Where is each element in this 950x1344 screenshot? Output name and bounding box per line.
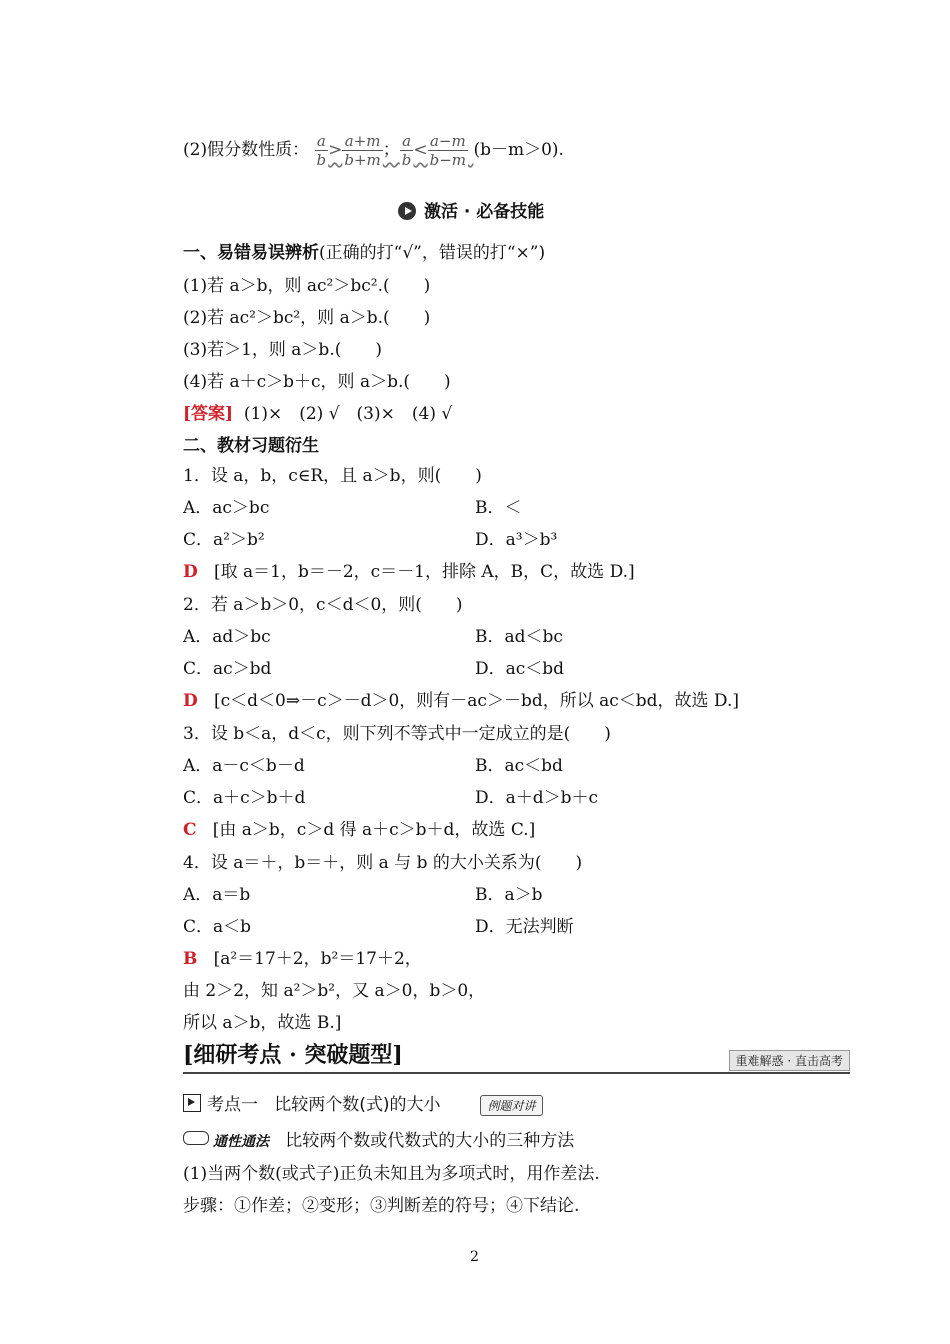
fraction: $\frac{a}{b}$ bbox=[316, 132, 327, 169]
list-item: (4)若 a＋c＞b＋c，则 a＞b.( ) bbox=[183, 372, 451, 392]
part2-heading: 二、教材习题衍生 bbox=[183, 436, 319, 456]
option-c: C．a²＞b² bbox=[183, 530, 265, 550]
method-icon bbox=[183, 1131, 209, 1145]
method-line: (1)当两个数(或式子)正负未知且为多项式时，用作差法. bbox=[183, 1164, 600, 1184]
answer-letter: B bbox=[183, 949, 198, 969]
explanation-line: 所以 a＞b，故选 B.] bbox=[183, 1013, 342, 1033]
fraction: $\frac{a+m}{b+m}$ bbox=[344, 132, 381, 169]
option-d: D．ac＜bd bbox=[475, 659, 565, 679]
play-icon bbox=[398, 202, 416, 220]
property-label: (2)假分数性质： bbox=[183, 140, 310, 160]
option-a: A．a－c＜b－d bbox=[183, 756, 305, 776]
question-stem: 4．设 a＝＋，b＝＋，则 a 与 b 的大小关系为( ) bbox=[183, 853, 583, 873]
answer-explanation: D [c＜d＜0⇒－c＞－d＞0，则有－ac＞－bd，所以 ac＜bd，故选 D.] bbox=[183, 691, 739, 711]
fraction-inequalities: $\frac{a}{b}$ > $\frac{a+m}{b+m}$ ； $\frac{a}{b}$ < $\frac{a-m}{b-m}$ bbox=[316, 132, 467, 169]
option-c: C．a＋c＞b＋d bbox=[183, 788, 306, 808]
fraction: $\frac{a}{b}$ bbox=[401, 132, 412, 169]
question-stem: 3．设 b＜a，d＜c，则下列不等式中一定成立的是( ) bbox=[183, 724, 611, 744]
method-heading: 通性通法 比较两个数或代数式的大小的三种方法 bbox=[183, 1126, 574, 1151]
list-item: (1)若 a＞b，则 ac²＞bc².( ) bbox=[183, 276, 431, 296]
option-c: C．ac＞bd bbox=[183, 659, 272, 679]
fraction-property-line bbox=[183, 132, 564, 169]
option-a: A．a＝b bbox=[183, 885, 251, 905]
option-d: D．无法判断 bbox=[475, 917, 574, 937]
part1-heading: 一、易错易误辨析(正确的打“√”，错误的打“×”) bbox=[183, 243, 546, 263]
option-d: D．a³＞b³ bbox=[475, 530, 558, 550]
option-d: D．a＋d＞b＋c bbox=[475, 788, 599, 808]
banner-tag: 重难解惑 · 直击高考 bbox=[729, 1050, 850, 1071]
option-b: B．a＞b bbox=[475, 885, 543, 905]
example-tag: 例题对讲 bbox=[480, 1095, 542, 1116]
option-b: B．＜ bbox=[475, 498, 522, 518]
topic-heading: 考点一 比较两个数(式)的大小 例题对讲 bbox=[183, 1090, 543, 1116]
answer-label: [答案] bbox=[183, 404, 234, 424]
answer-letter: C bbox=[183, 820, 197, 840]
answer-text: (1)× (2) √ (3)× (4) √ bbox=[243, 404, 453, 424]
answer-line bbox=[183, 399, 452, 424]
condition-text: (b－m＞0). bbox=[473, 140, 564, 160]
page-number: 2 bbox=[470, 1249, 479, 1265]
section-title: 激活 · 必备技能 bbox=[398, 197, 544, 222]
answer-explanation: D [取 a＝1，b＝－2，c＝－1，排除 A，B，C，故选 D.] bbox=[183, 562, 635, 582]
option-a: A．ac＞bc bbox=[183, 498, 270, 518]
banner-title: [细研考点 · 突破题型] bbox=[183, 1042, 403, 1068]
method-line: 步骤：①作差；②变形；③判断差的符号；④下结论. bbox=[183, 1196, 580, 1216]
option-a: A．ad＞bc bbox=[183, 627, 271, 647]
question-stem: 1．设 a，b，c∈R，且 a＞b，则( ) bbox=[183, 466, 482, 486]
option-c: C．a＜b bbox=[183, 917, 252, 937]
fraction: $\frac{a-m}{b-m}$ bbox=[429, 132, 467, 169]
answer-explanation: B [a²＝17＋2，b²＝17＋2， bbox=[183, 949, 422, 969]
list-item: (3)若＞1，则 a＞b.( ) bbox=[183, 340, 382, 360]
explanation-line: 由 2＞2，知 a²＞b²，又 a＞0，b＞0， bbox=[183, 981, 486, 1001]
option-b: B．ac＜bd bbox=[475, 756, 563, 776]
question-stem: 2．若 a＞b＞0，c＜d＜0，则( ) bbox=[183, 595, 463, 615]
list-item: (2)若 ac²＞bc²，则 a＞b.( ) bbox=[183, 308, 431, 328]
answer-letter: D bbox=[183, 691, 198, 711]
answer-letter: D bbox=[183, 562, 198, 582]
play-box-icon bbox=[183, 1094, 201, 1112]
section-banner bbox=[183, 1038, 850, 1074]
option-b: B．ad＜bc bbox=[475, 627, 563, 647]
answer-explanation: C [由 a＞b，c＞d 得 a＋c＞b＋d，故选 C.] bbox=[183, 820, 536, 840]
